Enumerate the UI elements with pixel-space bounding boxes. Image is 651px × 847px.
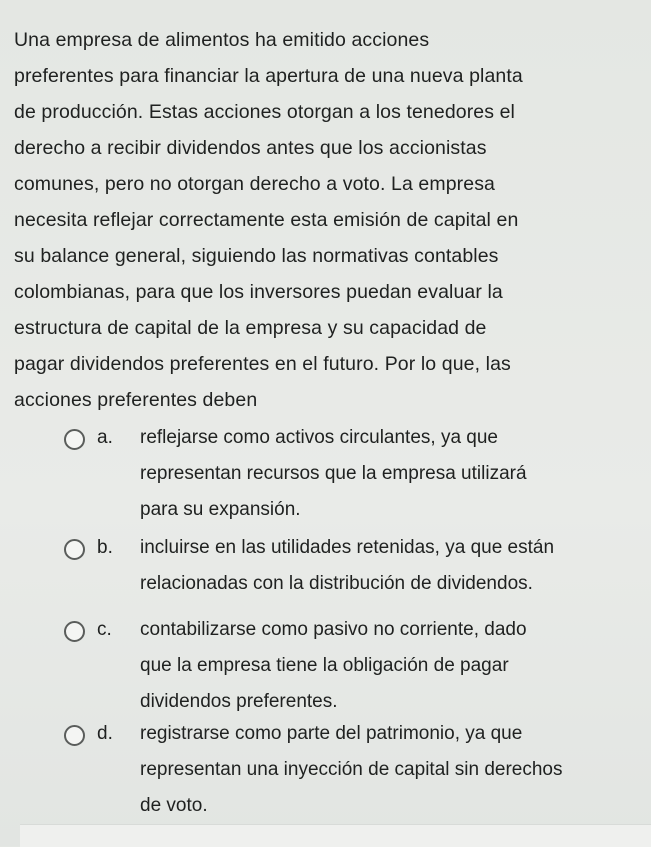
- question-line: preferentes para financiar la apertura de una nueva planta: [14, 65, 523, 87]
- question-line: de producción. Estas acciones otorgan a los tenedores el: [14, 101, 515, 123]
- radio-button[interactable]: [64, 429, 85, 450]
- question-line: pagar dividendos preferentes en el futuro. Por lo que, las: [14, 353, 511, 375]
- question-line: colombianas, para que los inversores puedan evaluar la: [14, 281, 503, 303]
- option-text: relacionadas con la distribución de dividendos.: [140, 573, 533, 594]
- option-text: contabilizarse como pasivo no corriente, dado: [140, 619, 527, 640]
- panel-bottom-edge: [20, 824, 651, 847]
- question-line: comunes, pero no otorgan derecho a voto. La empresa: [14, 173, 495, 195]
- radio-button[interactable]: [64, 539, 85, 560]
- question-line: acciones preferentes deben: [14, 389, 258, 411]
- option-text: que la empresa tiene la obligación de pagar: [140, 655, 509, 676]
- option-text: representan recursos que la empresa utilizará: [140, 463, 527, 484]
- option-c[interactable]: [0, 612, 651, 720]
- option-text: para su expansión.: [140, 499, 301, 520]
- question-line: Una empresa de alimentos ha emitido acciones: [14, 29, 430, 51]
- option-text: representan una inyección de capital sin derechos: [140, 759, 563, 780]
- option-b[interactable]: [0, 530, 651, 602]
- option-text: de voto.: [140, 795, 208, 816]
- option-text: reflejarse como activos circulantes, ya que: [140, 427, 498, 448]
- option-letter: b.: [97, 537, 113, 558]
- option-text: incluirse en las utilidades retenidas, ya que están: [140, 537, 555, 558]
- option-a[interactable]: [0, 420, 651, 528]
- option-text: dividendos preferentes.: [140, 691, 338, 712]
- question-text: [14, 22, 644, 418]
- question-line: su balance general, siguiendo las normativas contables: [14, 245, 499, 267]
- option-d[interactable]: [0, 716, 651, 824]
- option-letter: a.: [97, 427, 113, 448]
- option-letter: c.: [97, 619, 112, 640]
- radio-button[interactable]: [64, 725, 85, 746]
- question-line: derecho a recibir dividendos antes que los accionistas: [14, 137, 487, 159]
- question-line: estructura de capital de la empresa y su capacidad de: [14, 317, 487, 339]
- option-letter: d.: [97, 723, 113, 744]
- option-text: registrarse como parte del patrimonio, ya que: [140, 723, 523, 744]
- question-line: necesita reflejar correctamente esta emisión de capital en: [14, 209, 519, 231]
- radio-button[interactable]: [64, 621, 85, 642]
